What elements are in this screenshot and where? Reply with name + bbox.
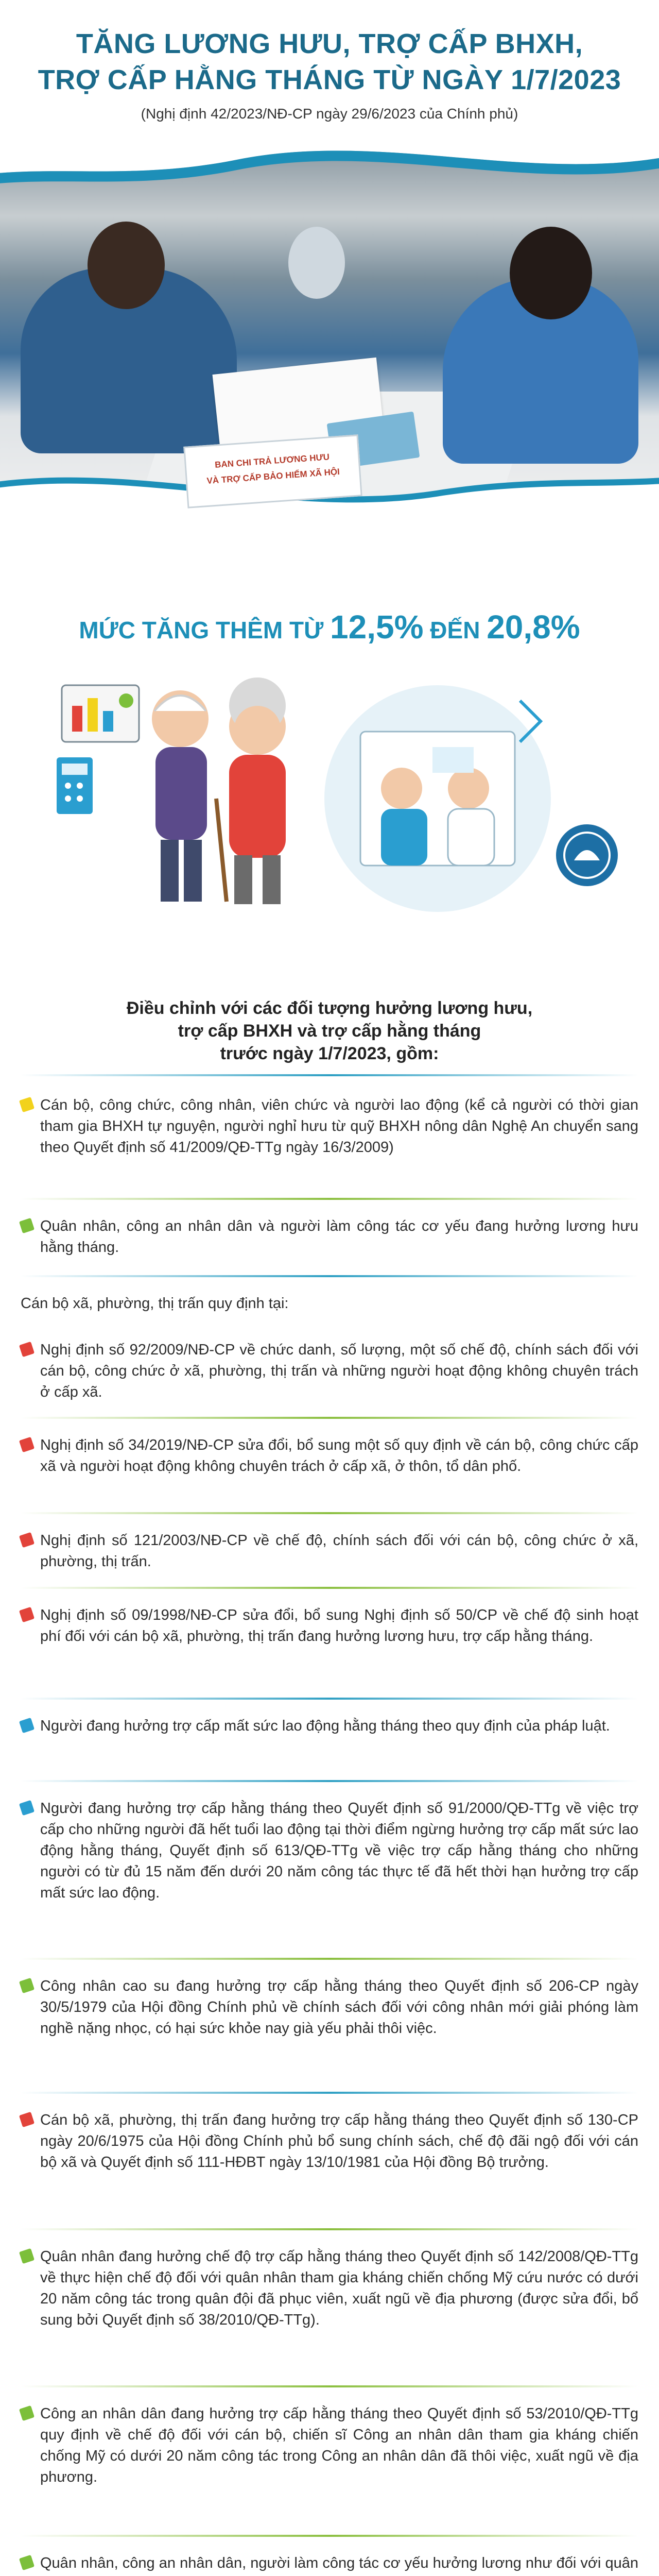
item-text: Người đang hưởng trợ cấp mất sức lao động hằng tháng theo quy định của pháp luật. bbox=[40, 1718, 610, 1734]
item-text: Nghị định số 09/1998/NĐ-CP sửa đổi, bổ sung Nghị định số 50/CP về chế độ sinh hoạt phí đối với cán bộ xã, phường, thị trấn đang hưởng lương hưu, trợ cấp hằng tháng. bbox=[40, 1607, 638, 1645]
item-text: Cán bộ xã, phường, thị trấn đang hưởng trợ cấp hằng tháng theo Quyết định số 130-CP ngày 20/6/1975 của Hội đồng Chính phủ bổ sung chính sách, chế độ đãi ngộ đối với cán bộ xã và Quyết định số 111-HĐBT ngày 13/10/1981 của Hội đồng Bộ trưởng. bbox=[40, 2112, 638, 2171]
item-divider bbox=[21, 1698, 638, 1700]
list-item bbox=[21, 1530, 638, 1572]
item-divider bbox=[21, 1780, 638, 1782]
list-item bbox=[21, 1435, 638, 1477]
green-bullet-icon bbox=[19, 2248, 34, 2264]
list-item bbox=[21, 2246, 638, 2331]
item-text: Quân nhân đang hưởng chế độ trợ cấp hằng tháng theo Quyết định số 142/2008/QĐ-TTg về thực hiện chế độ đối với quân nhân tham gia kháng chiến chống Mỹ cứu nước có dưới 20 năm công tác trong quân đội đã phục viên, xuất ngũ về địa phương (được sửa đổi, bổ sung bởi Quyết định số 38/2010/QĐ-TTg). bbox=[40, 2248, 638, 2328]
grandmother-body bbox=[229, 755, 286, 858]
page-subtitle: (Nghị định 42/2023/NĐ-CP ngày 29/6/2023 của Chính phủ) bbox=[141, 106, 518, 122]
green-bullet-icon bbox=[19, 1978, 34, 1993]
item-divider bbox=[21, 1512, 638, 1514]
heading-line-3: trước ngày 1/7/2023, gồm: bbox=[220, 1044, 439, 1063]
heading-line-1: Điều chỉnh với các đối tượng hưởng lương hưu, bbox=[126, 998, 533, 1018]
list-item bbox=[21, 1716, 638, 1737]
highlight-value-to: 20,8% bbox=[487, 608, 580, 646]
item-text: Cán bộ, công chức, công nhân, viên chức và người lao động (kể cả người có thời gian tham gia BHXH tự nguyện, người nghỉ hưu từ quỹ BHXH nông dân Nghệ An chuyển sang theo Quyết định số 41/2009/QĐ-TTg ngày 16/3/2009) bbox=[40, 1097, 638, 1156]
heading-line-2: trợ cấp BHXH và trợ cấp hằng tháng bbox=[178, 1021, 481, 1041]
item-text: Công nhân cao su đang hưởng trợ cấp hằng tháng theo Quyết định số 206-CP ngày 30/5/1979 của Hội đồng Chính phủ về chính sách đối với công nhân mới giải phóng làm nghề nặng nhọc, có hại sức khỏe nay già yếu phải thôi việc. bbox=[40, 1978, 638, 2037]
list-item bbox=[21, 1798, 638, 1904]
red-bullet-icon bbox=[19, 1607, 34, 1622]
top-wave-decoration bbox=[0, 149, 659, 201]
green-bullet-icon bbox=[19, 2555, 34, 2570]
item-divider bbox=[21, 2092, 638, 2094]
green-bullet-icon bbox=[19, 1218, 34, 1233]
item-divider bbox=[21, 2535, 638, 2537]
item-text: Nghị định số 92/2009/NĐ-CP về chức danh, số lượng, một số chế độ, chính sách đối với cán bộ, công chức ở xã, phường, thị trấn và những người hoạt động không chuyên trách ở cấp xã. bbox=[40, 1342, 638, 1400]
list-item bbox=[21, 1216, 638, 1258]
highlight-middle: ĐẾN bbox=[423, 617, 487, 643]
title-line-1: TĂNG LƯƠNG HƯU, TRỢ CẤP BHXH, bbox=[76, 28, 583, 59]
item-text: Quân nhân, công an nhân dân và người làm công tác cơ yếu đang hưởng lương hưu hằng tháng. bbox=[40, 1218, 638, 1256]
blue-bullet-icon bbox=[19, 1718, 34, 1733]
highlight-value-from: 12,5% bbox=[330, 608, 424, 646]
item-divider bbox=[21, 2228, 638, 2230]
section-divider bbox=[21, 1074, 638, 1076]
item-divider bbox=[21, 1417, 638, 1419]
increase-highlight bbox=[0, 608, 659, 646]
recipient-head bbox=[88, 222, 165, 309]
green-bullet-icon bbox=[19, 2405, 34, 2421]
item-text: Nghị định số 121/2003/NĐ-CP về chế độ, chính sách đối với cán bộ, công chức ở xã, phường, thị trấn. bbox=[40, 1532, 638, 1570]
list-item bbox=[21, 1340, 638, 1403]
list-item bbox=[21, 2553, 638, 2576]
item-text: Quân nhân, công an nhân dân, người làm công tác cơ yếu hưởng lương như đối với quân bbox=[40, 2555, 638, 2571]
item-divider bbox=[21, 1958, 638, 1960]
background-person bbox=[288, 227, 345, 299]
officer-head bbox=[510, 227, 592, 319]
red-bullet-icon bbox=[19, 2112, 34, 2127]
red-bullet-icon bbox=[19, 1532, 34, 1548]
payment-desk-sign bbox=[183, 434, 362, 508]
list-item bbox=[21, 2110, 638, 2173]
item-text: Nghị định số 34/2019/NĐ-CP sửa đổi, bổ sung một số quy định về cán bộ, công chức cấp xã và người hoạt động không chuyên trách ở cấp xã, ở thôn, tổ dân phố. bbox=[40, 1437, 638, 1475]
blue-bullet-icon bbox=[19, 1800, 34, 1816]
section-heading bbox=[0, 997, 659, 1065]
item-divider bbox=[21, 1198, 638, 1200]
walking-cane bbox=[216, 799, 227, 902]
sign-line-2: VÀ TRỢ CẤP BẢO HIỂM XÃ HỘI bbox=[206, 466, 340, 486]
yellow-bullet-icon bbox=[19, 1097, 34, 1112]
sub-heading: Cán bộ xã, phường, thị trấn quy định tại: bbox=[21, 1295, 289, 1312]
list-item bbox=[21, 2403, 638, 2488]
item-text: Người đang hưởng trợ cấp hằng tháng theo Quyết định số 91/2000/QĐ-TTg về việc trợ cấp cho những người đã hết tuổi lao động tại thời điểm ngừng hưởng trợ cấp mất sức lao động hằng tháng, Quyết định số 613/QĐ-TTg về việc trợ cấp hằng tháng cho những người có từ đủ 15 năm đến dưới 20 năm công tác thực tế đã hết thời hạn hưởng trợ cấp mất sức lao động. bbox=[40, 1800, 638, 1901]
grandfather-body bbox=[155, 747, 207, 840]
red-bullet-icon bbox=[19, 1342, 34, 1357]
list-item bbox=[21, 1605, 638, 1647]
item-divider bbox=[21, 2385, 638, 2387]
highlight-prefix: MỨC TĂNG THÊM TỪ bbox=[79, 617, 331, 643]
item-text: Công an nhân dân đang hưởng trợ cấp hằng tháng theo Quyết định số 53/2010/QĐ-TTg quy định về chế độ đối với cán bộ, chiến sĩ Công an nhân dân tham gia kháng chiến chống Mỹ có dưới 20 năm công tác trong Công an nhân dân đã thôi việc, xuất ngũ về địa phương. bbox=[40, 2405, 638, 2485]
item-divider bbox=[21, 1275, 638, 1277]
sign-line-1: BAN CHI TRẢ LƯƠNG HƯU bbox=[214, 452, 330, 470]
list-item bbox=[21, 1095, 638, 1158]
page-title bbox=[0, 26, 659, 98]
red-bullet-icon bbox=[19, 1437, 34, 1452]
item-divider bbox=[21, 1587, 638, 1589]
elderly-couple-illustration bbox=[0, 670, 659, 912]
title-line-2: TRỢ CẤP HẰNG THÁNG TỪ NGÀY 1/7/2023 bbox=[38, 64, 621, 95]
list-item bbox=[21, 1976, 638, 2039]
